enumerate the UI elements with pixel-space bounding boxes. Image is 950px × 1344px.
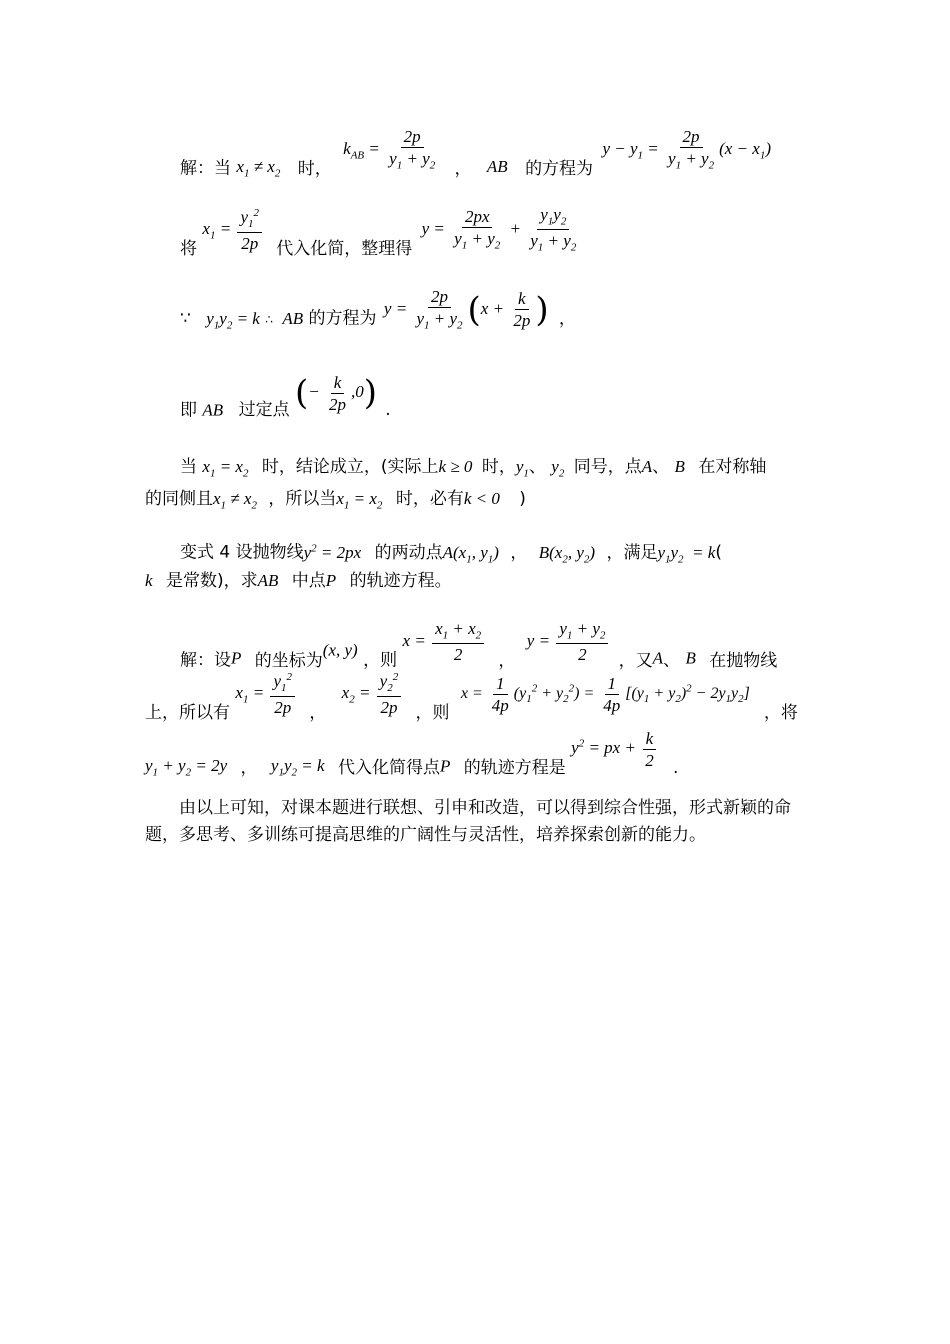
formula-line-ab: $y - y_1$ = $\frac{2p}{y_1 + y_2}$ $(x - x_1)$ (602, 127, 771, 172)
formula-trajectory: $y^2$ = px + $\frac{k}{2}$ (571, 738, 663, 757)
formula-point-p: P (439, 756, 451, 776)
formula-x-mid: x = $\frac{x_1 + x_2}{2}$ (403, 631, 491, 650)
formula-point-p: P (231, 648, 242, 668)
variant-line-1: 变式 4 设抛物线$y^2 = 2px$ 的两动点$A(x_1$, $y_1$) ， $B(x_2$, $y_2$) ，满足$y_1y_2 = k$( (180, 542, 722, 566)
formula-x1-eq-x2: $x_1 = x_2$ (202, 457, 249, 480)
formula-y1y2-k: $y_1y_2 = k$ (657, 542, 716, 566)
formula-point-a: A (641, 457, 653, 476)
formula-point-b-coords: $B(x_2$, $y_2$) (538, 542, 596, 566)
formula-point-b: B (674, 457, 685, 476)
formula-x2-sub: $x_2$ = $\frac{y_2^2}{2p}$ (342, 683, 408, 702)
formula-point-p: P (325, 571, 337, 590)
formula-parabola: $y^2 = 2px$ (303, 542, 362, 562)
formula-ab: AB (257, 571, 279, 590)
solution-line-2: 将 $x_1$ = $\frac{y_1^2}{2p}$ 代入化简，整理得 y = $\frac{2px}{y_1 + y_2}$ + $\frac{y_1y_2}{y_1 + y_2}$ (180, 206, 581, 258)
formula-y-mid: y = $\frac{y_1 + y_2}{2}$ (527, 631, 615, 650)
formula-point-b: B (685, 648, 696, 668)
formula-x1-sub: $x_1$ = $\frac{y_1^2}{2p}$ (235, 683, 301, 702)
formula-x1-sub: $x_1$ = $\frac{y_1^2}{2p}$ (202, 219, 268, 238)
formula-ab: AB (202, 400, 224, 420)
formula-x-expanded: x = $\frac{1}{4p}$ $(y_1^2 + y_2^2)$ = $\frac{1}{4p}$ $[(y_1 + y_2)^2 - 2y_1y_2]$ (460, 673, 754, 715)
formula-ab: AB (486, 156, 508, 176)
formula-point-a: A (652, 648, 664, 668)
formula-k-lt-0: k < 0 (463, 489, 500, 508)
formula-x1-neq-x2: $x_1 \ne x_2$ (213, 489, 257, 512)
variant-line-2: k 是常数)，求AB 中点P 的轨迹方程。 (145, 571, 452, 591)
formula-simplified: y = $\frac{2px}{y_1 + y_2}$ + $\frac{y_1y_2}{y_1 + y_2}$ (421, 205, 577, 254)
solution-line-5a: 当 $x_1 = x_2$ 时，结论成立，(实际上k ≥ 0 时，$y_1$、 $y_2$ 同号，点A、 B 在对称轴 (180, 457, 767, 480)
formula-y1y2-k: $y_1y_2 = k$ (270, 756, 325, 779)
formula-x1-neq-x2: $x_1 \ne x_2$ (236, 156, 281, 179)
formula-k: k (145, 571, 153, 590)
conclusion-paragraph: 由以上可知，对课本题进行联想、引申和改造，可以得到综合性强，形式新颖的命题，多思考、多训练可提高思维的广阔性与灵活性，培养探索创新的能力。 (145, 798, 791, 845)
solution2-line-1: 解：设P 的坐标为(x, y) ，则 x = $\frac{x_1 + x_2}{2}$ ， y = $\frac{y_1 + y_2}{2}$ ，又A、 B 在抛物线 (180, 619, 778, 671)
solution2-line-2: 上，所以有 $x_1$ = $\frac{y_1^2}{2p}$ ， $x_2$ = $\frac{y_2^2}{2p}$ ，则 x = $\frac{1}{4p}$ $(y_1^2 + y_2^2)$ = $\frac{1}{4p}$ $[(y_1 + y_2)^2 - 2y_1y_2]$ ，将 (145, 671, 798, 723)
formula-y1-plus-y2: $y_1 + y_2 = 2y$ (145, 756, 228, 779)
formula-ab: AB (282, 308, 304, 328)
formula-kab: $k_{AB}$ = $\frac{2p}{y_1 + y_2}$ (343, 127, 436, 172)
formula-line-fixed: y = $\frac{2p}{y_1 + y_2}$ (x + $\frac{k}{2p}$ ) (383, 287, 549, 332)
formula-y2: $y_2$ (551, 457, 565, 480)
formula-point-a-coords: $A(x_1$, $y_1$) (442, 542, 499, 566)
formula-y1y2-k: $y_1y_2 = k$ (206, 308, 260, 331)
solution-line-1: 解：当 $x_1 \ne x_2$ 时， $k_{AB}$ = $\frac{2p}{y_1 + y_2}$ ， AB 的方程为 $y - y_1$ = $\frac{2p}{y_1 + y_2}$ $(x - x_1)$ (180, 127, 771, 179)
solution-line-5b: 的同侧且$x_1 \ne x_2$ ，所以当$x_1 = x_2$ 时，必有k < 0 ) (145, 489, 526, 512)
formula-k-geq-0: k ≥ 0 (438, 457, 473, 476)
solution-line-4: 即 AB 过定点 (− $\frac{k}{2p}$ ,0) . (180, 373, 391, 421)
formula-y1: $y_1$ (515, 457, 529, 480)
formula-fixed-point: (− $\frac{k}{2p}$ ,0) (295, 373, 378, 414)
solution-line-3: ∵ $y_1y_2 = k$ $_\therefore$ AB 的方程为 y = $\frac{2p}{y_1 + y_2}$ (x + $\frac{k}{2p}$ ) ， (180, 287, 576, 332)
formula-x1-eq-x2: $x_1 = x_2$ (336, 489, 383, 512)
formula-xy: (x, y) (322, 640, 358, 660)
solution2-line-3: $y_1 + y_2 = 2y$ ， $y_1y_2 = k$ 代入化简得点P 的轨迹方程是 $y^2$ = px + $\frac{k}{2}$ . (145, 729, 679, 779)
